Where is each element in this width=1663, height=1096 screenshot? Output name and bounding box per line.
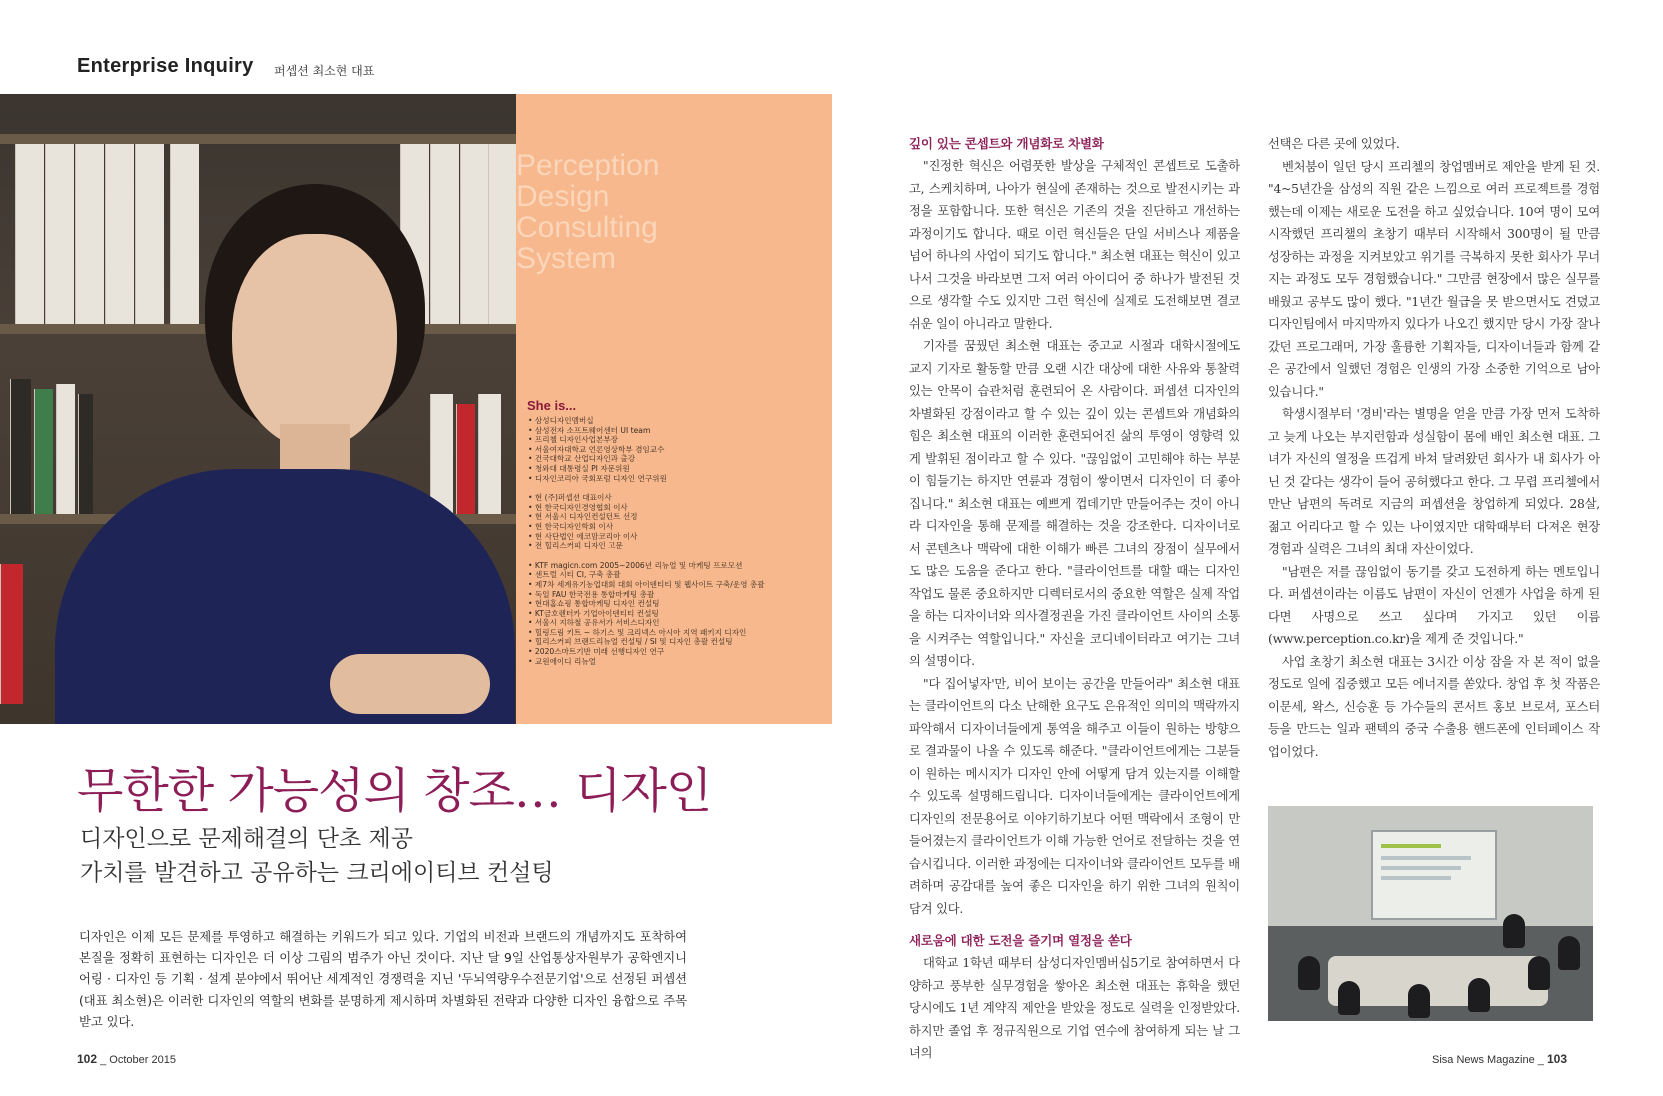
portrait-photo — [0, 94, 516, 724]
body-paragraph: 벤처붐이 일던 당시 프리첼의 창업멤버로 제안을 받게 된 것. "4~5년간을 삼성의 직원 같은 느낌으로 여러 프로젝트를 경험했는데 이제는 새로운 도전을 하고 싶었습니다. 10여 명이 모여 시작했던 프리챌의 초창기 때부터 시작해서 300명이 될 만큼 성장하는 과정을 지켜보았고 위기를 극복하지 못한 회사가 무너지는 과정도 모두 경험했습니다." 그만큼 현장에서 많은 실무를 배웠고 공부도 많이 했다. "1년간 월급을 못 받으면서도 견뎠고 디자인팀에서 마지막까지 있다가 나오긴 했지만 당시 가장 잘나갔던 프로그래머, 가장 훌륭한 기획자들, 디자이너들과 함께 같은 공간에서 일했던 경험은 인생의 가장 소중한 기억으로 남아 있습니다." — [1268, 159, 1600, 399]
body-paragraph: "남편은 저를 끊임없이 동기를 갖고 도전하게 하는 멘토입니다. 퍼셉션이라는 이름도 남편이 자신이 언젠가 사업을 하게 된다면 사명으로 쓰고 싶다며 가지고 있던 이름(www.perception.co.kr)을 제게 준 것입니다." — [1268, 564, 1600, 646]
section-title: Enterprise Inquiry — [77, 55, 254, 77]
body-paragraph: "진정한 혁신은 어렴풋한 발상을 구체적인 콘셉트로 도출하고, 스케치하며, 나아가 현실에 존재하는 것으로 발전시키는 과정을 포함합니다. 또한 혁신은 기존의 것을 진단하고 개선하는 과정이기도 합니다. 때로 이런 혁신들은 단일 서비스나 제품을 넘어 하나의 사업이 되기도 합니다." 최소현 대표는 혁신이 있고 나서 그것을 바라보면 그저 여러 아이디어 중 하나가 발전된 것으로 생각할 수도 있지만 그런 혁신에 실제로 도전해보면 결코 쉬운 일이 아니라고 말한다. — [909, 159, 1240, 331]
article-column-2 — [1268, 133, 1600, 763]
lead-paragraph: 디자인은 이제 모든 문제를 투영하고 해결하는 키워드가 되고 있다. 기업의 비전과 브랜드의 개념까지도 포착하여 본질을 정확히 표현하는 디자인은 더 이상 그림의 범주가 아닌 것이다. 지난 달 9일 산업통상자원부가 공학엔지니어링 · 디자인 등 기획 · 설계 분야에서 뛰어난 세계적인 경쟁력을 지닌 '두뇌역량우수전문기업'으로 선정된 퍼셉션(대표 최소현)은 이러한 디자인의 역할의 변화를 분명하게 제시하며 차별화된 전략과 다양한 디자인 융합으로 주목받고 있다. — [79, 930, 687, 1029]
headline: 무한한 가능성의 창조… 디자인 — [77, 763, 712, 819]
she-is-heading: She is... — [527, 398, 577, 413]
body-paragraph: 기자를 꿈꿨던 최소현 대표는 중고교 시절과 대학시절에도 교지 기자로 활동할 만큼 오랜 시간 대상에 대한 사유와 통찰력 있는 안목이 습관처럼 훈련되어 온 사람이다. 퍼셉션 디자인의 차별화된 강점이라고 할 수 있는 깊이 있는 콘셉트와 개념화의 힘은 최소현 대표의 이러한 훈련되어진 삶의 투영이 영향력 있게 발휘된 점이라고 할 수 있다. "끊임없이 고민해야 하는 부분이 힘들기는 하지만 연륜과 경험이 쌓이면서 디자인이 더 좋아집니다." 최소현 대표는 예쁘게 껍데기만 만들어주는 것이 아니라 디자인을 통해 문제를 해결하는 것을 강조한다. 디자이너로서 콘텐츠나 맥락에 대한 이해가 빠른 그녀의 장점이 실무에서도 많은 도움을 준다고 한다. "클라이언트를 대할 때는 디자인 작업도 물론 중요하지만 디렉터로서의 중요한 역할은 실제 작업을 하는 디자이너와 의사결정권을 가진 클라이언트 사이의 소통을 시켜주는 역할입니다." 자신을 코디네이터라고 여기는 그녀의 설명이다. — [909, 339, 1240, 668]
body-paragraph: "다 집어넣자'만, 비어 보이는 공간을 만들어라" 최소현 대표는 클라이언트의 다소 난해한 요구도 은유적인 의미의 맥락까지 파악해서 디자이너들에게 통역을 해주고 이들이 원하는 방향으로 결과물이 나올 수 있도록 해준다. "클라이언트에게는 그분들이 원하는 메시지가 디자인 안에 어떻게 담겨 있는지를 이해할 수 있도록 설명해드립니다. 디자이너들에게는 클라이언트에게 디자인의 전문용어로 이야기하기보다 어떤 맥락에서 조형이 만들어졌는지 클라이언트가 이해 가능한 언어로 전달하는 것을 연습시킵니다. 이러한 과정에는 디자이너와 클라이언트 모두를 배려하며 공감대를 높여 좋은 디자인을 하기 위한 그녀의 원칙이 담겨 있다. — [909, 676, 1240, 916]
section-heading-2: 새로움에 대한 도전을 즐기며 열정을 쏟다 — [909, 933, 1132, 948]
seminar-photo — [1268, 806, 1593, 1021]
article-column-1 — [909, 133, 1240, 1065]
panel-title: Perception Design Consulting System — [516, 149, 660, 275]
bio-group-positions: • 현 (주)퍼셉션 대표이사 • 현 한국디자인경영협회 이사 • 현 서울시 디자인컨설턴트 선정 • 현 한국디자인학회 이사 • 현 사단법인 에코맘코리아 이사 • 전 힐리스커피 디자인 고문 — [528, 493, 828, 551]
section-heading-1: 깊이 있는 콘셉트와 개념화로 차별화 — [909, 136, 1104, 151]
body-paragraph: 사업 초창기 최소현 대표는 3시간 이상 잠을 자 본 적이 없을 정도로 일에 집중했고 모든 에너지를 쏟았다. 창업 후 첫 작품은 이문세, 왁스, 신승훈 등 가수들의 콘서트 홍보 브로셔, 포스터 등을 만드는 일과 팬텍의 중국 수출용 핸드폰에 인터페이스 작업이었다. — [1268, 654, 1600, 759]
body-paragraph: 선택은 다른 곳에 있었다. — [1268, 137, 1400, 151]
bio-list — [528, 416, 828, 666]
folio-right: Sisa News Magazine _ 103 — [1432, 1052, 1567, 1066]
folio-left: 102 _ October 2015 — [77, 1052, 176, 1066]
section-subtitle: 퍼셉션 최소현 대표 — [274, 64, 375, 78]
subheadline: 디자인으로 문제해결의 단초 제공 가치를 발견하고 공유하는 크리에이티브 컨설팅 — [80, 826, 554, 886]
bio-group-career: • 삼성디자인멤버십 • 삼성전자 소프트웨어센터 UI team • 프리첼 디자인사업본부장 • 서울여자대학교 언론영상학부 겸임교수 • 건국대학교 산업디자인과 출강 • 청와대 대통령실 PI 자문위원 • 디자인코리아 국회포럼 디자인 연구위원 — [528, 416, 828, 483]
bio-group-projects: • KTF magicn.com 2005~2006년 리뉴얼 및 마케팅 프로모션 • 센트럴 시티 CI, 구축 총괄 • 제7차 세계유기농업대회 대회 아이덴티티 및 웹사이트 구축/운영 총괄 • 독일 FAU 한국전용 통합마케팅 총괄 • 현대홈쇼핑 통합마케팅 디자인 컨설팅 • KT금호렌터카 기업아이덴티티 컨설팅 • 서울시 지하철 공유서가 서비스디자인 • 힐링드림 키트 ~ 하기스 및 크리넥스 아시아 지역 패키지 디자인 • 힐리스커피 브랜드리뉴얼 컨설팅 / SI 및 디자인 총괄 컨설팅 • 2020스마트기반 미래 선행디자인 연구 • 교원에이디 리뉴얼 — [528, 561, 828, 667]
body-paragraph: 학생시절부터 '경비'라는 별명을 얻을 만큼 가장 먼저 도착하고 늦게 나오는 부지런함과 성실함이 몸에 배인 최소현 대표. 그녀가 자신의 열정을 뜨겁게 바쳐 달려왔던 회사가 내 회사가 아닌 것 같다는 생각이 들어 공허했다고 한다. 그 무렵 프리첼에서 만난 남편의 독려로 지금의 퍼셉션을 창업하게 되었다. 28살, 젊고 어리다고 할 수 있는 나이였지만 대학때부터 다져온 현장경험과 실력은 그녀의 최대 자산이었다. — [1268, 407, 1600, 556]
profile-panel — [516, 94, 832, 724]
body-paragraph: 대학교 1학년 때부터 삼성디자인멤버십5기로 참여하면서 다양하고 풍부한 실무경험을 쌓아온 최소현 대표는 휴학을 했던 당시에도 1년 계약직 제안을 받았을 정도로 실력을 인정받았다. 하지만 졸업 후 정규직원으로 기업 연수에 참여하게 되는 날 그녀의 — [909, 956, 1240, 1060]
